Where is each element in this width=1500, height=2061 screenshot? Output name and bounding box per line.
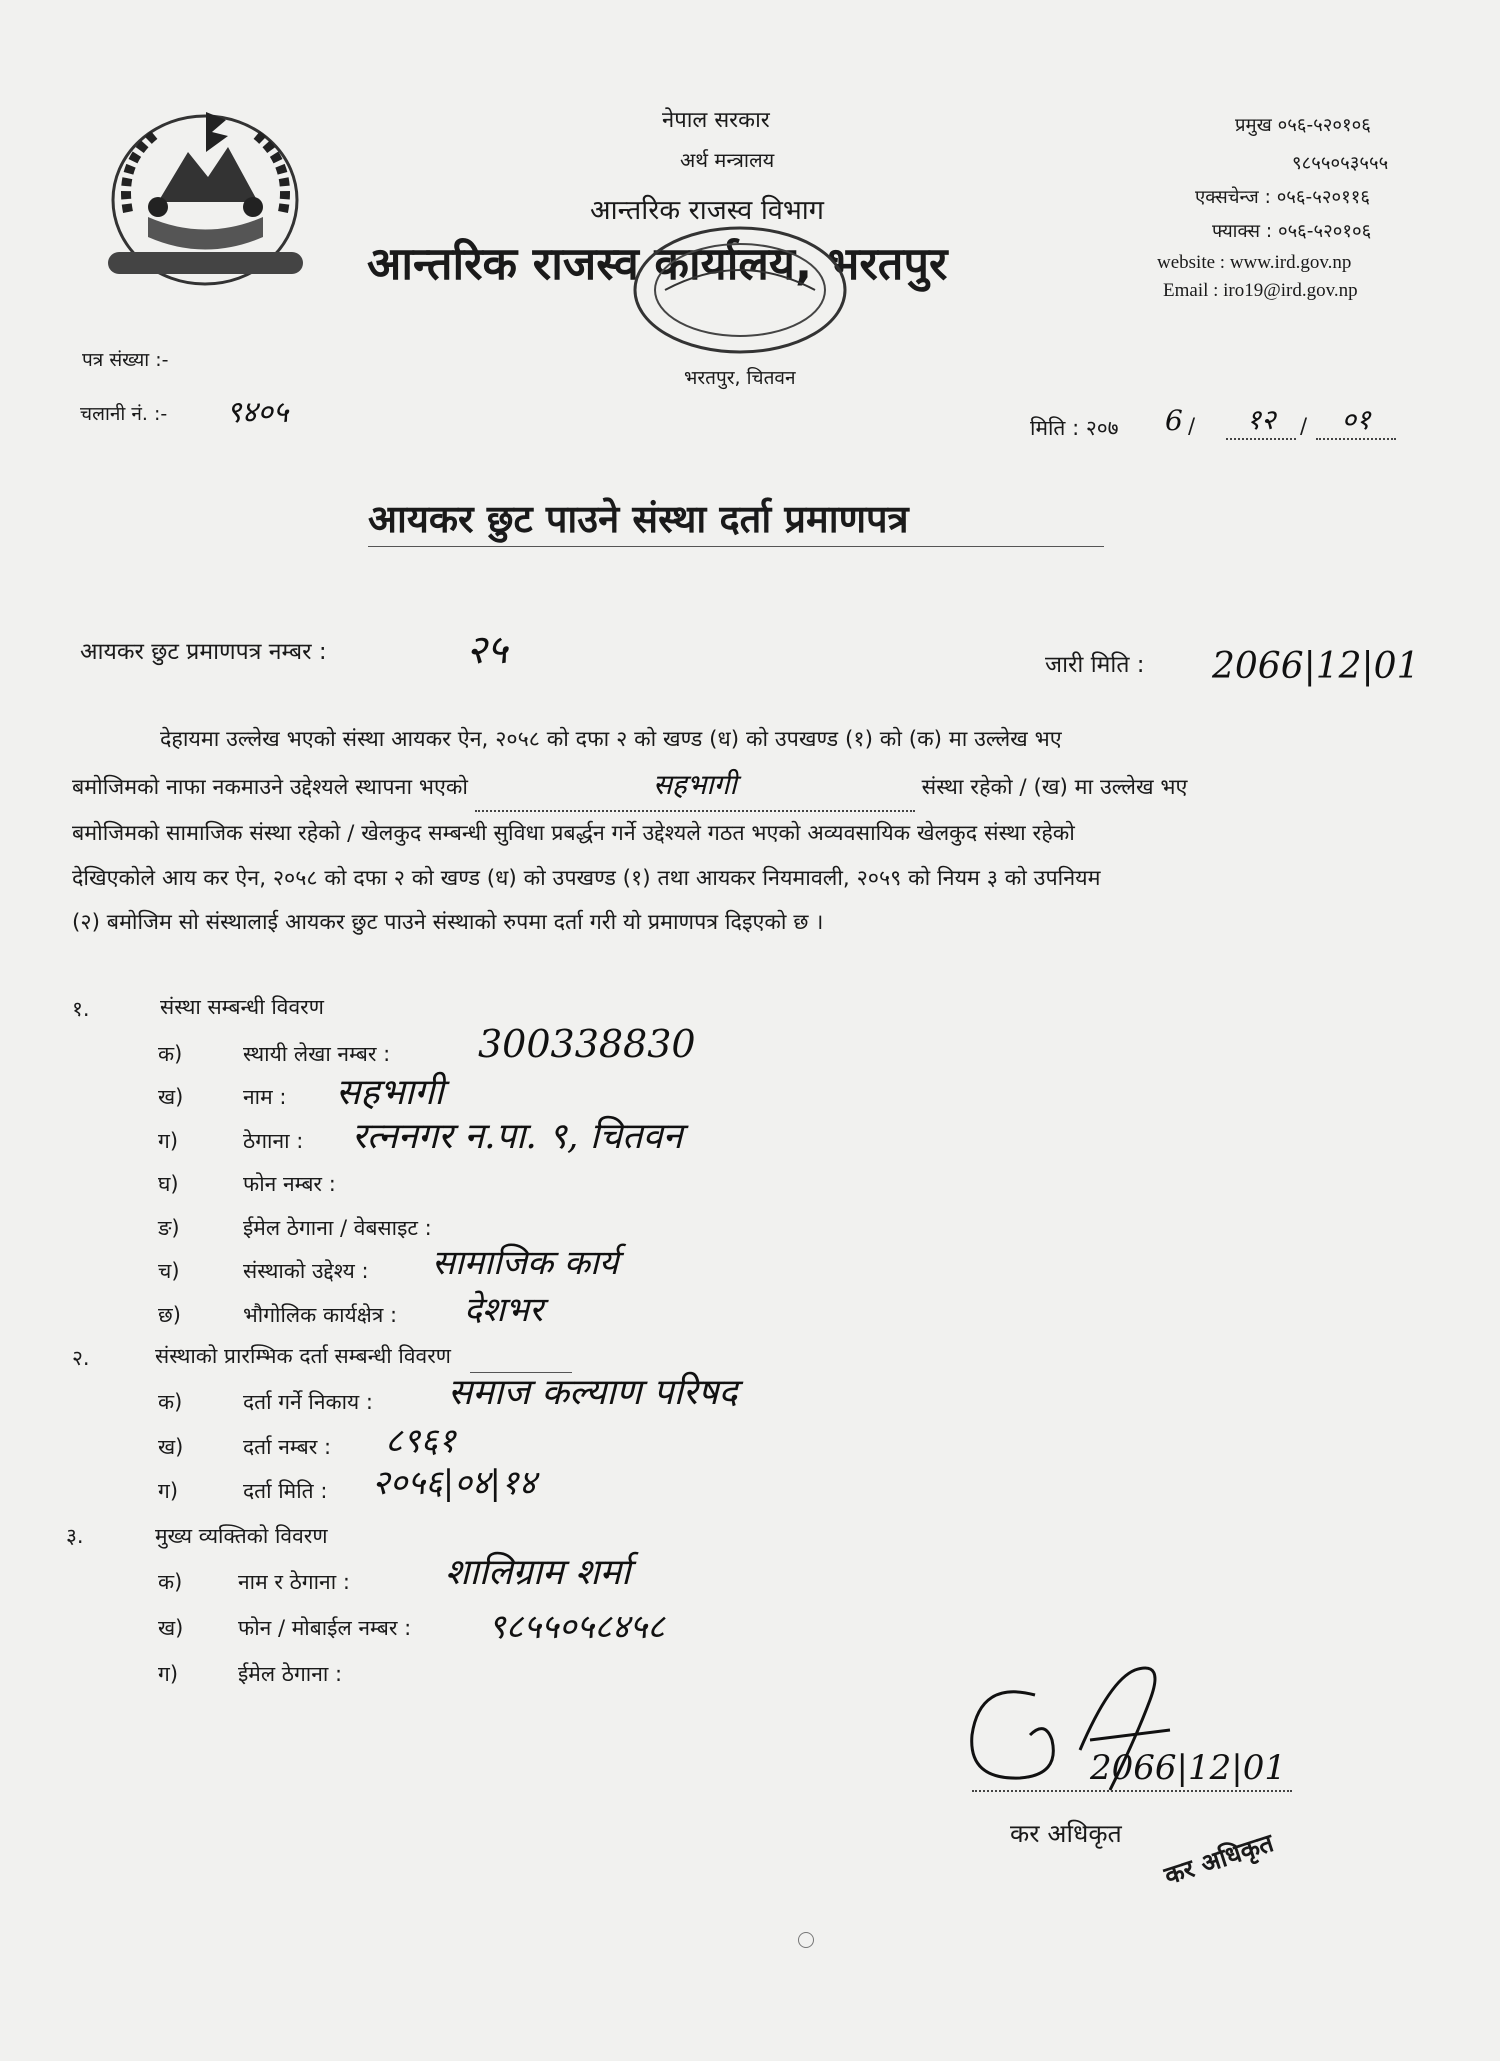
section-2-num: २.	[72, 1346, 90, 1370]
chalani-value: ९४०५	[226, 395, 289, 430]
cert-number-value: २५	[466, 627, 508, 673]
patra-sankhya-label: पत्र संख्या :-	[82, 349, 169, 371]
body-line-2b: संस्था रहेको / (ख) मा उल्लेख भए	[921, 774, 1188, 800]
body-line-4: देखिएकोले आय कर ऐन, २०५८ को दफा २ को खण्ड (ध) को उपखण्ड (१) तथा आयकर नियमावली, २०५९ को नियम ३ को उपनियम	[72, 865, 1101, 891]
body-line-3: बमोजिमको सामाजिक संस्था रहेको / खेलकुद सम्बन्धी सुविधा प्रबर्द्धन गर्ने उद्देश्यले गठत भएको अव्यवसायिक खेलकुद संस्था रहेको	[72, 821, 1075, 846]
office-location: भरतपुर, चितवन	[684, 367, 796, 389]
s3-phone-label: फोन / मोबाईल नम्बर :	[238, 1616, 412, 1640]
s2-item-key: क)	[158, 1390, 183, 1414]
s1-objective-value: सामाजिक कार्य	[432, 1243, 619, 1283]
punch-hole	[798, 1932, 814, 1948]
signature-title: कर अधिकृत	[1010, 1819, 1122, 1848]
cert-number-label: आयकर छुट प्रमाणपत्र नम्बर :	[80, 639, 327, 665]
s3-email-label: ईमेल ठेगाना :	[238, 1662, 343, 1686]
s1-name-label: नाम :	[243, 1085, 287, 1109]
issue-date-value: 2066|12|01	[1212, 646, 1420, 687]
s3-name-label: नाम र ठेगाना :	[238, 1570, 350, 1594]
ministry: अर्थ मन्त्रालय	[680, 148, 775, 172]
chalani-label: चलानी नं. :-	[80, 403, 168, 425]
gov-nepal: नेपाल सरकार	[662, 108, 770, 133]
s1-item-key: ख)	[158, 1085, 184, 1109]
s1-area-value: देशभर	[464, 1290, 543, 1330]
s3-phone-value: ९८५५०५८४५८	[488, 1607, 665, 1647]
contact-pramukh: प्रमुख ०५६-५२०१०६	[1235, 115, 1371, 136]
s2-reg-number-label: दर्ता नम्बर :	[243, 1435, 332, 1459]
s1-item-key: क)	[158, 1042, 183, 1066]
s1-item-key: छ)	[158, 1303, 181, 1327]
s2-authority-value: समाज कल्याण परिषद	[448, 1372, 738, 1413]
s1-address-label: ठेगाना :	[243, 1129, 304, 1153]
section-3-num: ३.	[66, 1524, 84, 1548]
signature-date: 2066|12|01	[1090, 1748, 1286, 1788]
s1-item-key: च)	[158, 1259, 180, 1283]
s2-authority-label: दर्ता गर्ने निकाय :	[243, 1390, 373, 1414]
section-1-num: १.	[72, 997, 90, 1021]
s3-item-key: ग)	[158, 1662, 179, 1686]
org-type-fill: सहभागी	[652, 767, 737, 801]
s2-reg-number-value: ८९६१	[385, 1421, 456, 1461]
s3-item-key: क)	[158, 1570, 183, 1594]
s2-item-key: ग)	[158, 1479, 179, 1503]
body-line-1: देहायमा उल्लेख भएको संस्था आयकर ऐन, २०५८ को दफा २ को खण्ड (ध) को उपखण्ड (१) को (क) मा उल्लेख भए	[160, 727, 1062, 752]
department: आन्तरिक राजस्व विभाग	[590, 195, 825, 226]
s1-item-key: ग)	[158, 1129, 179, 1153]
body-line-5: (२) बमोजिम सो संस्थालाई आयकर छुट पाउने संस्थाको रुपमा दर्ता गरी यो प्रमाणपत्र दिइएको छ ।	[72, 910, 824, 935]
miti-month: १२	[1226, 400, 1296, 440]
s1-phone-label: फोन नम्बर :	[243, 1172, 336, 1196]
officer-stamp: कर अधिकृत	[1160, 1828, 1277, 1891]
s2-reg-date-label: दर्ता मिति :	[243, 1479, 328, 1503]
section-3-heading: मुख्य व्यक्तिको विवरण	[155, 1524, 328, 1548]
s1-item-key: घ)	[158, 1172, 179, 1196]
s1-pan-value: 300338830	[478, 1022, 696, 1066]
s1-area-label: भौगोलिक कार्यक्षेत्र :	[243, 1303, 398, 1327]
s3-name-value: शालिग्राम शर्मा	[445, 1552, 631, 1593]
s1-name-value: सहभागी	[336, 1072, 444, 1113]
issue-date-label: जारी मिति :	[1045, 652, 1145, 678]
title-underline	[368, 546, 1104, 547]
body-line-2	[72, 763, 1402, 813]
s2-reg-date-value: २०५६|०४|१४	[372, 1463, 537, 1503]
s2-item-key: ख)	[158, 1435, 184, 1459]
section-2-heading: संस्थाको प्रारम्भिक दर्ता सम्बन्धी विवरण	[155, 1344, 451, 1368]
contact-exchange: एक्सचेन्ज : ०५६-५२०११६	[1195, 187, 1370, 208]
office-name: आन्तरिक राजस्व कार्यालय, भरतपुर	[367, 237, 948, 290]
nepal-emblem-icon	[88, 92, 323, 297]
s1-item-key: ङ)	[158, 1216, 180, 1240]
contact-fax: फ्याक्स : ०५६-५२०१०६	[1212, 221, 1372, 242]
body-line-2a: बमोजिमको नाफा नकमाउने उद्देश्यले स्थापना भएको	[72, 774, 468, 800]
miti-label: मिति : २०७	[1030, 416, 1119, 440]
s1-email-label: ईमेल ठेगाना / वेबसाइट :	[243, 1216, 432, 1240]
contact-mobile: ९८५५०५३५५५	[1292, 153, 1389, 174]
s3-item-key: ख)	[158, 1616, 184, 1640]
miti-day: ०१	[1316, 400, 1396, 440]
section-1-heading: संस्था सम्बन्धी विवरण	[160, 995, 324, 1019]
miti-year-digit: 6	[1165, 404, 1183, 437]
s1-pan-label: स्थायी लेखा नम्बर :	[243, 1042, 391, 1066]
contact-website: website : www.ird.gov.np	[1157, 252, 1352, 273]
certificate-body	[72, 718, 1402, 946]
s1-objective-label: संस्थाको उद्देश्य :	[243, 1259, 369, 1283]
certificate-page: नेपाल सरकार अर्थ मन्त्रालय आन्तरिक राजस्व विभाग आन्तरिक राजस्व कार्यालय, भरतपुर भरतपुर, चितवन प्रमुख ०५६-५२०१०६ ९८५५०५३५५५ एक्सचेन्ज : ०५६-५२०११६ फ्याक्स : ०५६-५२०१०६ website : www.ird.gov.np Email : iro19@ird.gov.np पत्र संख्या :- चलानी नं. :- ९४०५ मिति : २०७ 6 / १२ / ०१ आयकर छुट पाउने संस्था दर्ता प्रमाणपत्र आयकर छुट प्रमाणपत्र नम्बर : २५ जारी मिति : 2066|12|01 देहायमा उल्लेख भएको संस्था आयकर ऐन, २०५८ को दफा २ को खण्ड (ध) को उपखण्ड (१) को (क) मा उल्लेख भए बमोजिमको नाफा नकमाउने उद्देश्यले स्थापना भएको सहभागी संस्था रहेको / (ख) मा उल्लेख भए बमोजिमको सामाजिक संस्था रहेको / खेलकुद सम्बन्धी सुविधा प्रबर्द्धन गर्ने उद्देश्यले गठत भएको अव्यवसायिक खेलकुद संस्था रहेको देखिएकोले आय कर ऐन, २०५८ को दफा २ को खण्ड (ध) को उपखण्ड (१) तथा आयकर नियमावली, २०५९ को नियम ३ को उपनियम (२) बमोजिम सो संस्थालाई आयकर छुट पाउने संस्थाको रुपमा दर्ता गरी यो प्रमाणपत्र दिइएको छ । १. संस्था सम्बन्धी विवरण क) स्थायी लेखा नम्बर : 300338830 ख) नाम : सहभागी ग) ठेगाना : रत्ननगर न.पा. ९, चितवन घ) फोन नम्बर : ङ) ईमेल ठेगाना / वेबसाइट : च) संस्थाको उद्देश्य : सामाजिक कार्य छ) भौगोलिक कार्यक्षेत्र : देशभर २. संस्थाको प्रारम्भिक दर्ता सम्बन्धी विवरण क) दर्ता गर्ने निकाय : समाज कल्याण परिषद ख) दर्ता नम्बर : ८९६१ ग) दर्ता मिति : २०५६|०४|१४ ३. मुख्य व्यक्तिको विवरण क) नाम र ठेगाना : शालिग्राम शर्मा ख) फोन / मोबाईल नम्बर : ९८५५०५८४५८ ग) ईमेल ठेगाना : 2066|12|01 कर अधिकृत कर अधिकृत	[0, 0, 1500, 2061]
contact-email: Email : iro19@ird.gov.np	[1163, 280, 1358, 301]
s1-address-value: रत्ननगर न.पा. ९, चितवन	[352, 1116, 683, 1157]
certificate-title: आयकर छुट पाउने संस्था दर्ता प्रमाणपत्र	[368, 497, 909, 541]
